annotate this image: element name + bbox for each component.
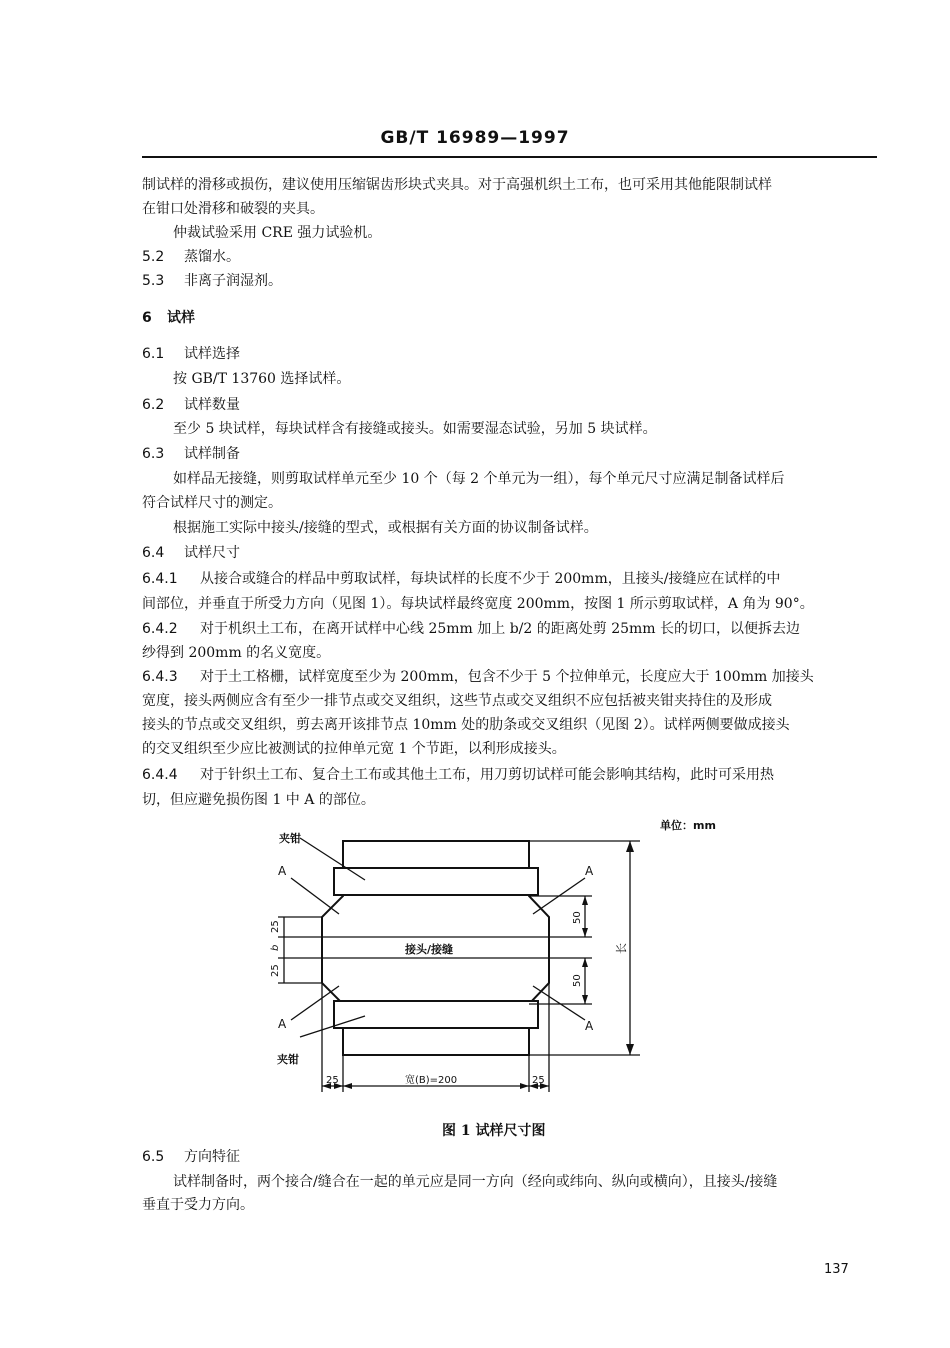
dim-label-right-25: 25: [532, 1075, 545, 1086]
dim-label-50-bottom: 50: [572, 974, 583, 987]
paragraph-line: 切，但应避免损伤图 1 中 A 的部位。: [142, 792, 375, 808]
figure-caption: 图 1 试样尺寸图: [442, 1123, 546, 1139]
section-number: 6.4.3: [142, 669, 178, 685]
paragraph-line: 纱得到 200mm 的名义宽度。: [142, 645, 331, 661]
unit-label: 单位：mm: [660, 819, 716, 832]
paragraph-line: 的交叉组织至少应比被测试的拉伸单元宽 1 个节距，以利形成接头。: [142, 741, 566, 757]
a-label-tr: A: [585, 864, 594, 878]
paragraph-line: 制试样的滑移或损伤，建议使用压缩锯齿形块式夹具。对于高强机织土工布，也可采用其他能限制试样: [142, 177, 772, 193]
dim-label-length: 长: [615, 943, 628, 954]
joint-label: 接头/接缝: [405, 943, 454, 956]
section-number: 6.4.4: [142, 767, 178, 783]
paragraph-line: 间部位，并垂直于所受力方向（见图 1）。每块试样最终宽度 200mm，按图 1 所示剪取试样，A 角为 90°。: [142, 596, 814, 612]
section-number: 6.3: [142, 446, 165, 462]
dim-label-width: 宽(B)=200: [405, 1075, 458, 1086]
paragraph-line: 仲裁试验采用 CRE 强力试验机。: [173, 225, 382, 241]
top-clamp: [334, 868, 538, 895]
paragraph-line: 对于针织土工布、复合土工布或其他土工布，用刀剪切试样可能会影响其结构，此时可采用热: [200, 767, 774, 783]
a-leader-bl: [291, 986, 339, 1020]
clamp-label-bottom: 夹钳: [277, 1053, 299, 1066]
section-number: 6.4.2: [142, 621, 178, 637]
section-number: 6.4: [142, 545, 165, 561]
paragraph-line: 根据施工实际中接头/接缝的型式，或根据有关方面的协议制备试样。: [173, 520, 598, 536]
paragraph-line: 至少 5 块试样，每块试样含有接缝或接头。如需要湿态试验，另加 5 块试样。: [173, 421, 657, 437]
paragraph-line: 对于土工格栅，试样宽度至少为 200mm，包含不少于 5 个拉伸单元，长度应大于 100mm 加接头: [200, 669, 814, 685]
section-title: 试样制备: [184, 446, 240, 462]
section-title: 试样: [167, 310, 195, 326]
section-text: 非离子润湿剂。: [184, 273, 282, 289]
dim-label-50-top: 50: [572, 911, 583, 924]
a-leader-br: [533, 986, 585, 1020]
a-label-tl: A: [278, 864, 287, 878]
paragraph-line: 如样品无接缝，则剪取试样单元至少 10 个（每 2 个单元为一组），每个单元尺寸应满足制备试样后: [173, 471, 785, 487]
section-title: 试样选择: [184, 346, 240, 362]
section-number: 5.3: [142, 273, 165, 289]
section-number: 6.1: [142, 346, 165, 362]
dim-label-25-bottom: 25: [270, 964, 281, 977]
paragraph-line: 试样制备时，两个接合/缝合在一起的单元应是同一方向（经向或纬向、纵向或横向），且接头/接缝: [173, 1174, 778, 1190]
a-leader-tl: [291, 878, 339, 914]
dim-label-b: b: [270, 944, 281, 951]
a-label-bl: A: [278, 1017, 287, 1031]
paragraph-line: 按 GB/T 13760 选择试样。: [173, 371, 351, 387]
section-number: 6: [142, 310, 152, 326]
section-number: 6.5: [142, 1149, 165, 1165]
standard-header: GB/T 16989—1997: [380, 128, 570, 148]
section-number: 5.2: [142, 249, 165, 265]
dim-label-25-top: 25: [270, 920, 281, 933]
paragraph-line: 垂直于受力方向。: [142, 1197, 254, 1213]
section-title: 试样尺寸: [184, 545, 240, 561]
paragraph-line: 在钳口处滑移和破裂的夹具。: [142, 201, 324, 217]
paragraph-line: 符合试样尺寸的测定。: [142, 495, 282, 511]
paragraph-line: 对于机织土工布，在离开试样中心线 25mm 加上 b/2 的距离处剪 25mm 长的切口，以便拆去边: [200, 621, 801, 637]
section-text: 蒸馏水。: [184, 249, 240, 265]
paragraph-line: 从接合或缝合的样品中剪取试样，每块试样的长度不少于 200mm，且接头/接缝应在试样的中: [200, 571, 781, 587]
dim-label-left-25: 25: [326, 1075, 339, 1086]
page-number: 137: [824, 1262, 849, 1277]
clamp-label-top: 夹钳: [279, 832, 301, 845]
bottom-clamp: [334, 1001, 538, 1028]
section-number: 6.4.1: [142, 571, 178, 587]
a-label-br: A: [585, 1019, 594, 1033]
section-title: 试样数量: [184, 397, 240, 413]
paragraph-line: 宽度，接头两侧应含有至少一排节点或交叉组织，这些节点或交叉组织不应包括被夹钳夹持住的及形成: [142, 693, 772, 709]
paragraph-line: 接头的节点或交叉组织，剪去离开该排节点 10mm 处的肋条或交叉组织（见图 2）。试样两侧要做成接头: [142, 717, 790, 733]
section-number: 6.2: [142, 397, 165, 413]
section-title: 方向特征: [184, 1149, 240, 1165]
clamp-leader-top: [300, 838, 365, 880]
